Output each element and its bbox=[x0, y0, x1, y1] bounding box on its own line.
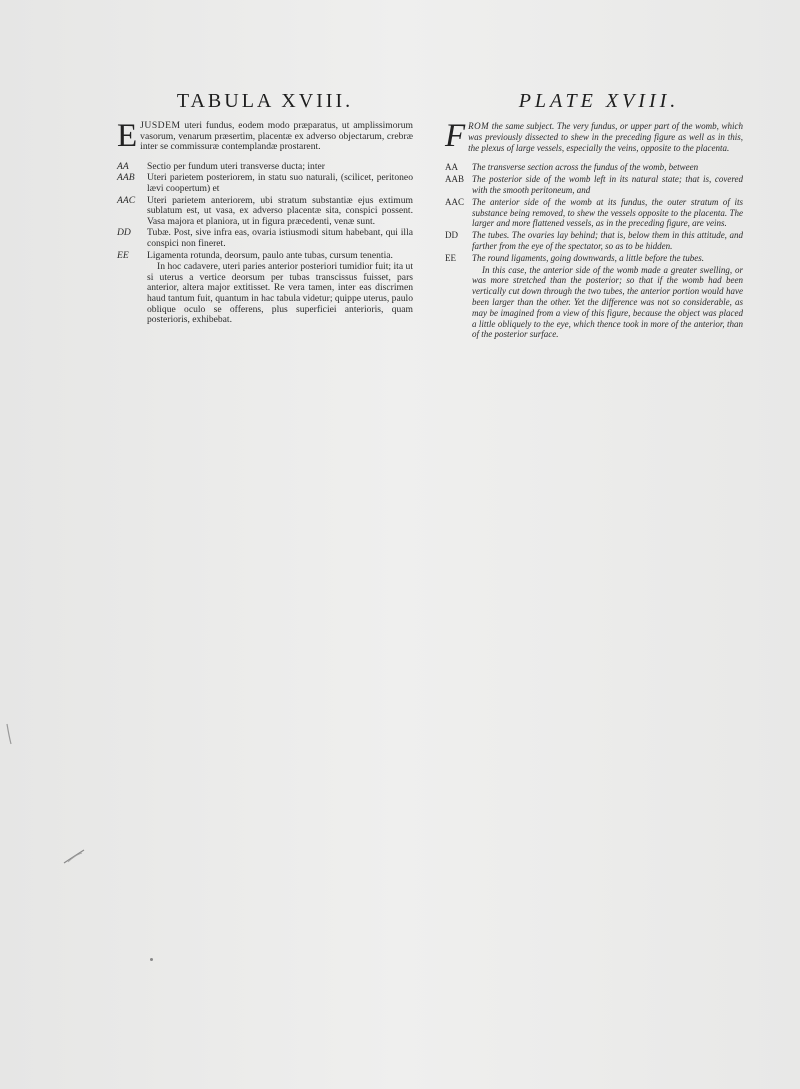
entry-label: DD bbox=[117, 227, 131, 239]
entry-text: Tubæ. Post, sive infra eas, ovaria istiusmodi situm habebant, qui illa conspici non fineret. bbox=[147, 227, 413, 249]
english-intro bbox=[445, 118, 743, 154]
latin-entry bbox=[117, 173, 413, 194]
english-entry bbox=[445, 253, 743, 264]
entry-text: The anterior side of the womb at its fundus, the outer stratum of its substance being removed, to shew the vessels opposite to the placenta. The larger and more flattened vessels, as in the preceding figure, are veins. bbox=[472, 196, 743, 229]
english-entries bbox=[445, 162, 743, 263]
latin-entries bbox=[117, 162, 413, 261]
paper-dot-mark bbox=[150, 958, 153, 961]
english-entry bbox=[445, 230, 743, 252]
latin-intro-text: uteri fundus, eodem modo præparatus, ut amplissimorum vasorum, venarum præsertim, placentæ ex adverso objectarum, crebræ inter se commissuræ contemplandæ prostarent. bbox=[140, 120, 413, 153]
paper-edge-mark bbox=[3, 722, 13, 748]
english-column bbox=[445, 90, 743, 340]
entry-text: The round ligaments, going downwards, a little before the tubes. bbox=[472, 252, 704, 263]
entry-label: EE bbox=[117, 249, 129, 261]
entry-text: Sectio per fundum uteri transverse ducta; inter bbox=[147, 160, 325, 172]
entry-text: The transverse section across the fundus of the womb, between bbox=[472, 162, 699, 173]
english-entry bbox=[445, 162, 743, 173]
english-intro-text: the same subject. The very fundus, or upper part of the womb, which was previously dissected to shew in the preceding figure as well as in this, the plexus of large vessels, especially the veins, opposite to the placenta. bbox=[468, 121, 743, 153]
english-intro-caps: ROM bbox=[468, 121, 490, 131]
english-entry bbox=[445, 197, 743, 229]
entry-label: AAC bbox=[117, 194, 136, 206]
latin-entry bbox=[117, 162, 413, 173]
entry-label: DD bbox=[445, 230, 458, 241]
entry-text: Uteri parietem anteriorem, ubi stratum substantiæ ejus extimum sublatum est, ut vasa, ex adverso placentæ sita, conspici possent. Vasa majora et planiora, ut in figura præcedenti, venæ sunt. bbox=[147, 194, 413, 227]
latin-title: TABULA XVIII. bbox=[176, 90, 354, 112]
entry-label: AAB bbox=[117, 172, 135, 184]
latin-column bbox=[117, 90, 413, 326]
entry-label: AAC bbox=[445, 196, 465, 207]
entry-label: AA bbox=[117, 160, 129, 172]
paper-speck-mark bbox=[60, 845, 90, 867]
latin-dropcap: E bbox=[117, 118, 138, 154]
entry-label: AA bbox=[445, 162, 458, 173]
latin-entry bbox=[117, 196, 413, 228]
entry-label: EE bbox=[445, 252, 456, 263]
latin-entry bbox=[117, 228, 413, 249]
latin-closing-paragraph: In hoc cadavere, uteri paries anterior posteriori tumidior fuit; ita ut si uterus a vertice deorsum per tubas transcissus fuisset, pars anterior, altera major extitisset. Re vera tamen, inter eas discrimen haud tantum fuit, quantum in hac tabula videtur; quippe uterus, paulo oblique oculo se offerens, plus superficiei anterioris, quam posterioris, exhibebat. bbox=[147, 261, 413, 326]
entry-text: Uteri parietem posteriorem, in statu suo naturali, (scilicet, peritoneo lævi coopertum) et bbox=[147, 172, 413, 194]
latin-intro-caps: JUSDEM bbox=[140, 120, 181, 131]
english-dropcap: F bbox=[445, 118, 466, 154]
latin-intro bbox=[117, 118, 413, 154]
english-title: PLATE XVIII. bbox=[518, 90, 680, 112]
entry-label: AAB bbox=[445, 174, 465, 185]
english-entry bbox=[445, 174, 743, 196]
english-closing-paragraph: In this case, the anterior side of the womb made a greater swelling, or was more stretched than the posterior; so that if the womb had been vertically cut down through the two tubes, the anterior portion would have been larger than the other. Yet the difference was not so considerable, as may be imagined from a view of this figure, because the object was placed a little obliquely to the eye, which thence took in more of the anterior, than of the posterior surface. bbox=[472, 264, 743, 340]
latin-entry bbox=[117, 251, 413, 262]
entry-text: The tubes. The ovaries lay behind; that is, below them in this attitude, and farther from the eye of the spectator, so as to be hidden. bbox=[472, 230, 743, 251]
entry-text: The posterior side of the womb left in its natural state; that is, covered with the smooth peritoneum, and bbox=[472, 174, 743, 195]
entry-text: Ligamenta rotunda, deorsum, paulo ante tubas, cursum tenentia. bbox=[147, 249, 393, 261]
